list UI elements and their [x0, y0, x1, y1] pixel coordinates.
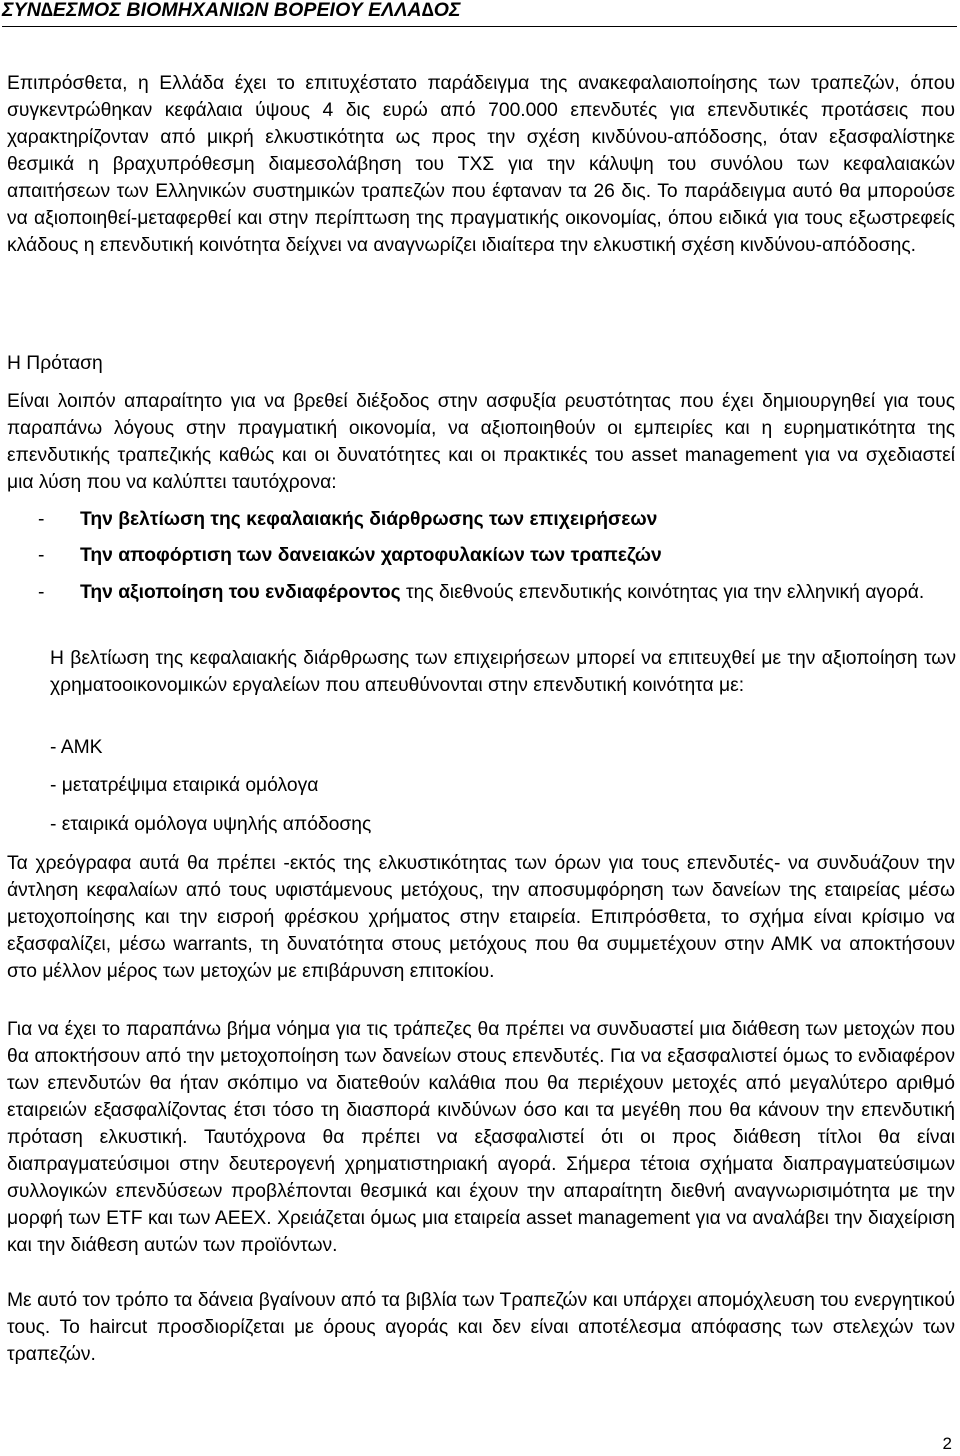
bullet-capital-structure: Την βελτίωση της κεφαλαιακής διάρθρωσης των επιχειρήσεων	[80, 509, 658, 530]
instrument-item-amk: - ΑΜΚ	[50, 737, 103, 758]
paragraph-proposal-intro: Είναι λοιπόν απαραίτητο για να βρεθεί διέξοδος στην ασφυξία ρευστότητας που έχει δημιουργηθεί για τους παραπάνω λόγους στην πραγματική οικονομία, να αξιοποιηθούν οι εμπειρίες και η ευρηματικότητα της επενδυτικής τραπεζικής καθώς και οι δυνατότητες και οι πρακτικές του asset management για να σχεδιαστεί μια λύση που να καλύπτει ταυτόχρονα:	[7, 391, 955, 493]
paragraph-securities: Τα χρεόγραφα αυτά θα πρέπει -εκτός της ελκυστικότητας των όρων για τους επενδυτές- να συνδυάζουν την άντληση κεφαλαίων από τους υφιστάμενους μετόχους, την αποσυμφόρηση των δανείων της εταιρείας μέσω μετοχοποίησης και την εισροή φρέσκου χρήματος στην εταιρεία. Επιπρόσθετα, το σχήμα είναι κρίσιμο να εξασφαλίζει, μέσω warrants, τη δυνατότητα στους μετόχους που θα συμμετέχουν στην ΑΜΚ να αποκτήσουν στο μέλλον μέρος των μετοχών με επιβάρυνση επιτοκίου.	[7, 853, 955, 982]
paragraph-capital-structure: Η βελτίωση της κεφαλαιακής διάρθρωσης των επιχειρήσεων μπορεί να επιτευχθεί με την αξιοποίηση των χρηματοοικονομικών εργαλείων που απευθύνονται στην επενδυτική κοινότητα με:	[50, 648, 956, 696]
section-heading: Η Πρόταση	[7, 353, 103, 374]
instrument-item-convertible-bonds: - μετατρέψιμα εταιρικά ομόλογα	[50, 775, 319, 796]
bullet-dash: -	[38, 545, 45, 566]
organization-title: ΣΥΝ∆ΕΣΜΟΣ ΒΙΟΜΗΧΑΝΙΩΝ ΒΟΡΕΙΟΥ ΕΛΛΑ∆ΟΣ	[2, 0, 461, 21]
bullet-investor-interest-rest: της διεθνούς επενδυτικής κοινότητας για την ελληνική αγορά.	[400, 582, 925, 603]
paragraph-bank-shares: Για να έχει το παραπάνω βήμα νόημα για τις τράπεζες θα πρέπει να συνδυαστεί μια διάθεση των μετοχών που θα αποκτήσουν από την μετοχοποίηση των δανείων στους επενδυτές. Για να εξασφαλιστεί όμως το ενδιαφέρον των επενδυτών θα ήταν σκόπιμο να διατεθούν καλάθια που θα περιέχουν μετοχές από μεγαλύτερο αριθμό εταιρειών εξασφαλίζοντας έτσι τόσο τη διασπορά κινδύνων όσο και τα μεγέθη που θα κάνουν την επενδυτική πρόταση ελκυστική. Ταυτόχρονα θα πρέπει να εξασφαλιστεί ότι οι προς διάθεση τίτλοι θα είναι διαπραγματεύσιμοι στην δευτερογενή χρηματιστηριακή αγορά. Σήμερα τέτοια σχήματα διαπραγματεύσιμων συλλογικών επενδύσεων προβλέπονται θεσμικά και έχουν την απαραίτητη διεθνή αναγνωρισιμότητα με την μορφή των ETF και των ΑΕΕΧ. Χρειάζεται όμως μια εταιρεία asset management για να αναλάβει την διαχείριση και την διάθεση αυτών των προϊόντων.	[7, 1019, 955, 1256]
bullet-loan-portfolio: Την αποφόρτιση των δανειακών χαρτοφυλακίων των τραπεζών	[80, 545, 662, 566]
page-header	[2, 0, 957, 27]
bullet-dash: -	[38, 509, 45, 530]
bullet-investor-interest: Την αξιοποίηση του ενδιαφέροντος	[80, 582, 401, 603]
paragraph-deleveraging: Με αυτό τον τρόπο τα δάνεια βγαίνουν από τα βιβλία των Τραπεζών και υπάρχει απομόχλευση του ενεργητικού τους. Το haircut προσδιορίζεται με όρους αγοράς και δεν είναι αποτέλεσμα απόφασης των στελεχών των τραπεζών.	[7, 1290, 955, 1365]
instrument-item-high-yield-bonds: - εταιρικά ομόλογα υψηλής απόδοσης	[50, 814, 372, 835]
bullet-dash: -	[38, 582, 45, 603]
page-number: 2	[942, 1434, 952, 1453]
paragraph-recapitalization: Επιπρόσθετα, η Ελλάδα έχει το επιτυχέστατο παράδειγμα της ανακεφαλαιοποίησης των τραπεζών, όπου συγκεντρώθηκαν κεφάλαια ύψους 4 δις ευρώ από 700.000 επενδυτές για επενδυτικές προτάσεις που χαρακτηρίζονταν από μικρή ελκυστικότητα ως προς την σχέση κινδύνου-απόδοσης, όταν εξασφαλίστηκε θεσμικά η βραχυπρόθεσμη διαμεσολάβηση του ΤΧΣ για την κάλυψη του συνόλου των κεφαλαιακών απαιτήσεων των Ελληνικών συστημικών τραπεζών που έφταναν τα 26 δις. Το παράδειγμα αυτό θα μπορούσε να αξιοποιηθεί-μεταφερθεί και στην περίπτωση της πραγματικής οικονομίας, όπου ειδικά για τους εξωστρεφείς κλάδους η επενδυτική κοινότητα δείχνει να αναγνωρίζει ιδιαίτερα την ελκυστική σχέση κινδύνου-απόδοσης.	[7, 73, 955, 256]
